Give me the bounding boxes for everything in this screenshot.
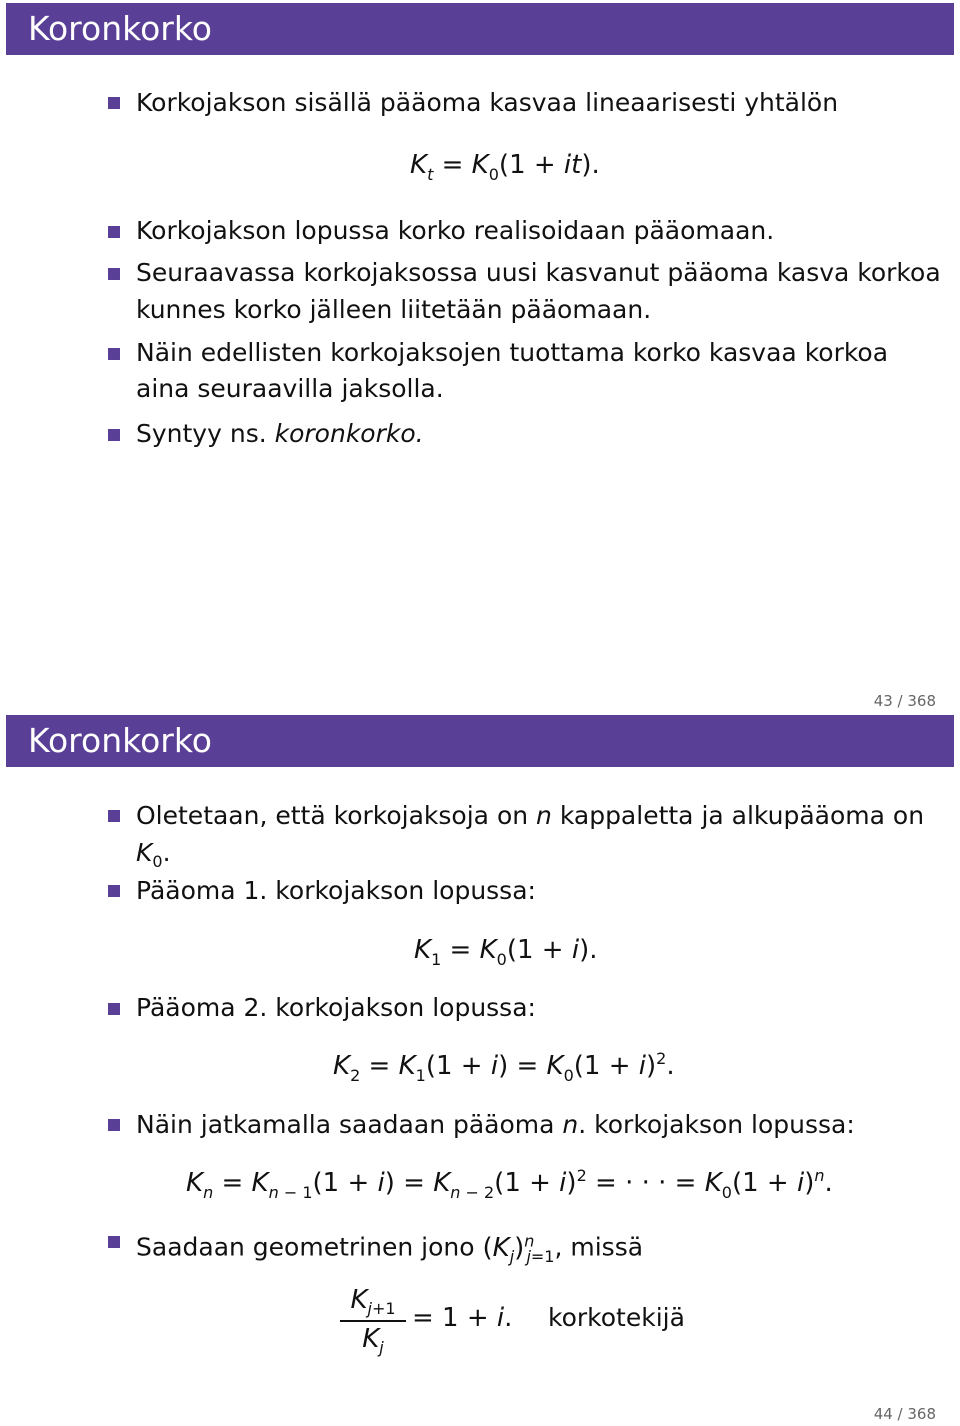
equation-kn: $K_n = K_{n - 1}(1 + i) = K_{n - 2}(1 + i)^2$ = · · · = $K_0(1 + i)^n$. bbox=[186, 1166, 833, 1202]
bullet-icon bbox=[108, 1119, 120, 1131]
equation-k1: $K_1 = K_0(1 + i)$. bbox=[414, 935, 598, 969]
bullet-icon bbox=[108, 429, 120, 441]
slide-title: Koronkorko bbox=[28, 9, 212, 48]
slide-title: Koronkorko bbox=[28, 721, 212, 760]
bullet-text: Pääoma 2. korkojakson lopussa: bbox=[136, 993, 536, 1022]
bullet-icon bbox=[108, 348, 120, 360]
equation-linear-growth: $K_t = K_0(1 + it)$. bbox=[410, 150, 600, 184]
emphasis-term: koronkorko. bbox=[274, 419, 424, 448]
bullet-text: Pääoma 1. korkojakson lopussa: bbox=[136, 876, 536, 905]
bullet-text: Näin edellisten korkojaksojen tuottama korko kasvaa korkoa bbox=[136, 338, 889, 367]
equation-k2: $K_2 = K_1(1 + i) = K_0(1 + i)^2$. bbox=[333, 1049, 675, 1085]
bullet-icon bbox=[108, 1003, 120, 1015]
bullet-text: Oletetaan, että korkojaksoja on n kappaletta ja alkupääoma on bbox=[136, 801, 925, 830]
bullet-icon bbox=[108, 226, 120, 238]
bullet-text: Korkojakson sisällä pääoma kasvaa lineaarisesti yhtälön bbox=[136, 88, 839, 117]
bullet-icon bbox=[108, 268, 120, 280]
equation-ratio-rhs: = 1 + i. bbox=[412, 1303, 513, 1333]
bullet-text: Saadaan geometrinen jono $(K_j)^n_{j=1}$, missä bbox=[136, 1231, 644, 1266]
bullet-icon bbox=[108, 810, 120, 822]
bullet-text-cont: kunnes korko jälleen liitetään pääomaan. bbox=[136, 295, 652, 324]
bullet-text: Syntyy ns. koronkorko. bbox=[136, 419, 424, 448]
bullet-icon bbox=[108, 885, 120, 897]
title-bar bbox=[6, 715, 954, 767]
bullet-icon bbox=[108, 97, 120, 109]
page-number: 44 / 368 bbox=[873, 1405, 936, 1423]
ratio-fraction: $K_{j+1}$ $K_j$ bbox=[340, 1285, 406, 1357]
title-bar bbox=[6, 3, 954, 55]
bullet-text-cont: aina seuraavilla jaksolla. bbox=[136, 374, 444, 403]
bullet-text-cont: $K_0$. bbox=[136, 838, 171, 871]
bullet-text: Näin jatkamalla saadaan pääoma n. korkojakson lopussa: bbox=[136, 1110, 855, 1139]
slide-44 bbox=[0, 713, 960, 1426]
label-korkotekija: korkotekijä bbox=[548, 1303, 685, 1332]
bullet-text: Korkojakson lopussa korko realisoidaan pääomaan. bbox=[136, 216, 775, 245]
page-number: 43 / 368 bbox=[873, 692, 936, 710]
bullet-text: Seuraavassa korkojaksossa uusi kasvanut pääoma kasva korkoa bbox=[136, 258, 941, 287]
bullet-icon bbox=[108, 1236, 120, 1248]
